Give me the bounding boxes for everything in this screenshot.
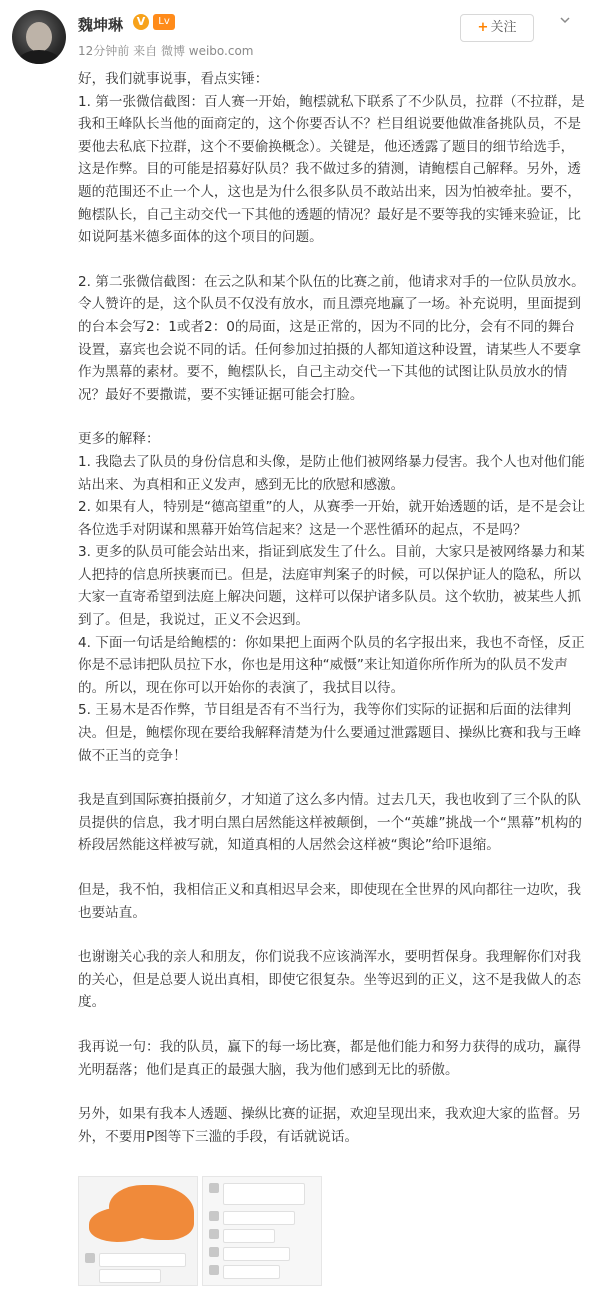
chat-avatar — [209, 1229, 219, 1239]
follow-button[interactable] — [460, 14, 534, 42]
source-prefix: 来自 — [133, 44, 158, 58]
chat-avatar — [209, 1265, 219, 1275]
post-paragraph: 我再说一句：我的队员，赢下的每一场比赛，都是他们能力和努力获得的成功，赢得光明磊落；他们是真正的最强大脑，我为他们感到无比的骄傲。 — [78, 1038, 581, 1078]
post-paragraph: 5. 王易木是否作弊，节目组是否有不当行为，我等你们实际的证据和后面的法律判决。但是，鲍橒你现在要给我解释清楚为什么要通过泄露题目、操纵比赛和我与王峰做不正当的竞争！ — [78, 702, 581, 764]
chat-avatar — [85, 1253, 95, 1263]
post-paragraph: 4. 下面一句话是给鲍橒的：你如果把上面两个队员的名字报出来，我也不奇怪，反正你是不忌讳把队员拉下水，你也是用这种“威慑”来让知道你所作所为的队员不发声的。所以，现在你可以开始你的表演了，我拭目以待。 — [78, 634, 585, 696]
paragraph-gap — [78, 1014, 586, 1036]
author-avatar[interactable] — [12, 10, 66, 64]
post-body — [78, 68, 586, 1148]
post-paragraph: 好，我们就事说事，看点实锤： — [78, 71, 269, 87]
paragraph-gap — [78, 924, 586, 946]
post-time: 12分钟前 — [78, 44, 130, 58]
chat-bubble — [223, 1211, 295, 1225]
verified-badge-icon: V — [133, 14, 149, 30]
paragraph-gap — [78, 767, 586, 789]
chevron-down-icon[interactable] — [559, 14, 571, 26]
post-paragraph: 我是直到国际赛拍摄前夕，才知道了这么多内情。过去几天，我也收到了三个队的队员提供的信息，我才明白黑白居然能这样被颠倒，一个“英雄”挑战一个“黑幕”机构的桥段居然能这样被写就，知道真相的人居然会这样被“舆论”给吓退缩。 — [78, 792, 582, 854]
chat-bubble — [99, 1253, 186, 1267]
post-paragraph: 1. 第一张微信截图：百人赛一开始，鲍橒就私下联系了不少队员，拉群（不拉群，是我和王峰队长当他的面商定的，这个你要否认不？栏目组说要他做准备挑队员，不是要他去私底下拉群，这个不要偷换概念）。关键是，他还透露了题目的细节给选手，这是作弊。目的可能是招募好队员？我不做过多的猜测，请鲍橒自己解释。另外，透题的范围还不止一个人，这也是为什么很多队员不敢站出来，因为怕被牵扯。要不，鲍橒队长，自己主动交代一下其他的透题的情况？最好是不要等我的实锤来验证，比如说阿基米德多面体的这个项目的问题。 — [78, 93, 585, 246]
post-paragraph: 2. 第二张微信截图：在云之队和某个队伍的比赛之前，他请求对手的一位队员放水。令人赞许的是，这个队员不仅没有放水，而且漂亮地赢了一场。补充说明，里面提到的台本会写2：1或者2：0的局面，这是正常的，因为不同的比分，会有不同的舞台设置，嘉宾也会说不同的话。任何参加过拍摄的人都知道这种设置，请某些人不要拿作为黑幕的素材。要不，鲍橒队长，自己主动交代一下其他的试图让队员放水的情况？最好不要撒谎，要不实锤证据可能会打脸。 — [78, 273, 585, 403]
attachment-gallery — [78, 1176, 323, 1286]
post-paragraph: 1. 我隐去了队员的身份信息和头像，是防止他们被网络暴力侵害。我个人也对他们能站出来、为真相和正义发声，感到无比的欣慰和感激。 — [78, 453, 585, 493]
attachment-image-2[interactable] — [202, 1176, 322, 1286]
chat-bubble — [223, 1183, 305, 1205]
paragraph-gap — [78, 857, 586, 879]
chat-avatar — [209, 1183, 219, 1193]
chat-bubble — [223, 1229, 275, 1243]
post-source[interactable]: 微博 weibo.com — [160, 44, 254, 58]
paragraph-gap — [78, 1081, 586, 1103]
follow-label: 关注 — [490, 20, 517, 35]
author-name[interactable]: 魏坤琳 — [78, 16, 124, 34]
post-meta — [78, 42, 254, 59]
post-paragraph: 2. 如果有人，特别是“德高望重”的人，从赛季一开始，就开始透题的话，是不是会让各位选手对阴谋和黑幕开始笃信起来？这是一个恶性循环的起点，不是吗？ — [78, 499, 586, 538]
paragraph-gap — [78, 406, 586, 428]
chat-avatar — [209, 1211, 219, 1221]
post-paragraph: 更多的解释： — [78, 431, 160, 448]
avatar-face — [26, 22, 52, 52]
chat-bubble — [223, 1247, 290, 1261]
plus-icon: + — [477, 20, 489, 35]
paragraph-gap — [78, 249, 586, 271]
post-paragraph: 也谢谢关心我的亲人和朋友，你们说我不应该淌浑水，要明哲保身。我理解你们对我的关心，但是总要人说出真相，即使它很复杂。坐等迟到的正义，这不是我做人的态度。 — [78, 949, 581, 1011]
post-paragraph: 但是，我不怕，我相信正义和真相迟早会来，即使现在全世界的风向都往一边吹，我也要站直。 — [78, 882, 581, 921]
chat-bubble — [223, 1265, 280, 1279]
post-header — [0, 0, 595, 75]
attachment-image-1[interactable] — [78, 1176, 198, 1286]
level-badge-icon: Lv — [153, 14, 175, 30]
post-paragraph: 3. 更多的队员可能会站出来，指证到底发生了什么。目前，大家只是被网络暴力和某人把持的信息所挟裹而已。但是，法庭审判案子的时候，可以保护证人的隐私，所以大家一直寄希望到法庭上解决问题，这样可以保护诸多队员。这个软肋，被某些人抓到了。但是，我说过，正义不会迟到。 — [78, 544, 585, 629]
chat-bubble — [99, 1269, 161, 1283]
avatar-shoulder — [16, 50, 62, 64]
post-paragraph: 另外，如果有我本人透题、操纵比赛的证据，欢迎呈现出来，我欢迎大家的监督。另外，不要用P图等下三滥的手段，有话就说话。 — [78, 1106, 581, 1145]
chat-avatar — [209, 1247, 219, 1257]
